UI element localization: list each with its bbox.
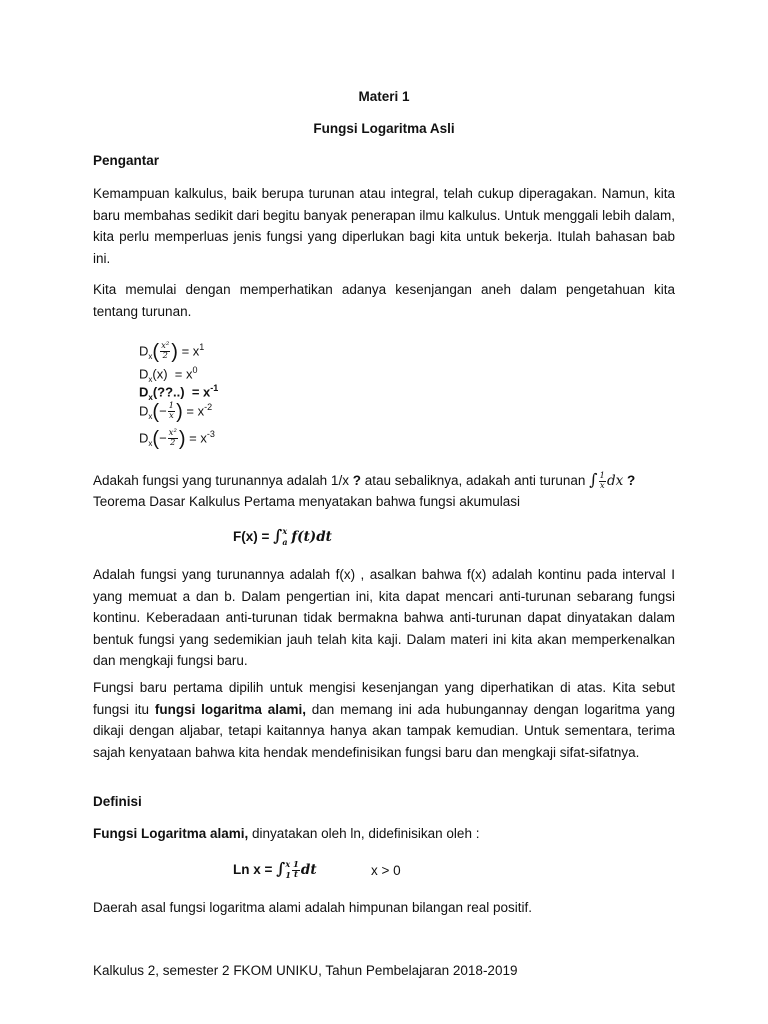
derivative-row: $D_x(-$ $\frac{1}{x}$ ) = $x^{-2}$ xyxy=(139,400,213,423)
page-title: Materi 1 xyxy=(358,89,410,104)
paragraph-intro: Kemampuan kalkulus, baik berupa turunan atau integral, telah cukup diperagakan. Namun, kita baru membahas sedikit dari begitu banyak penerapan ilmu kalkulus. Untuk menggali lebih dalam, kita perlu memperluas jenis fungsi yang diperlukan bagi kita untuk bekerja. Itulah bahasan bab ini. xyxy=(93,186,675,266)
paragraph-question: Adakah fungsi yang turunannya adalah 1/x ? atau sebaliknya, adakah anti turunan ∫ $\frac{1}{x}$ dx ? xyxy=(93,470,636,491)
paragraph-gap: Kita memulai dengan memperhatikan adanya kesenjangan aneh dalam pengetahuan kita tentang turunan. xyxy=(93,282,675,319)
section-heading-pengantar: Pengantar xyxy=(93,153,160,168)
page-footer: Kalkulus 2, semester 2 FKOM UNIKU, Tahun Pembelajaran 2018-2019 xyxy=(93,963,518,978)
page-subtitle: Fungsi Logaritma Asli xyxy=(313,121,455,136)
formula-accumulation: F(x) = ∫ x a f(t)dt xyxy=(233,526,332,548)
derivative-row: $D_x(-$ $\frac{\text{x²}}{2}$ ) = $x^{-3}$ xyxy=(139,427,215,450)
section-heading-definisi: Definisi xyxy=(93,794,142,809)
derivative-row: $D_x$( $\frac{\text{x²}}{2}$ ) = $x^1$ xyxy=(139,340,205,363)
formula-ln-condition: x > 0 xyxy=(371,863,401,878)
paragraph-antiderivative: Adalah fungsi yang turunannya adalah f(x) , asalkan bahwa f(x) adalah kontinu pada interval I yang memuat a dan b. Dalam pengertian ini, kita dapat mencari anti-turunan sebarang fungsi kontinu. Keberadaan anti-turunan tidak bermakna bahwa anti-turunan dapat dinyatakan dalam bentuk fungsi yang sedemikian jauh telah kita kaji. Dalam materi ini kita akan memperkenalkan dan mengkaji fungsi baru. xyxy=(93,567,675,668)
paragraph-domain: Daerah asal fungsi logaritma alami adalah himpunan bilangan real positif. xyxy=(93,900,533,915)
paragraph-new-function: Fungsi baru pertama dipilih untuk mengisi kesenjangan yang diperhatikan di atas. Kita sebut fungsi itu fungsi logaritma alami, dan memang ini ada hubungannay dengan logaritma yang dikaji dengan aljabar, tetapi kaitannya hanya akan tampak kemudian. Untuk sementara, terima sajah kenyataan bahwa kita hendak mendefinisikan fungsi baru dan mengkaji sifat-sifatnya. xyxy=(93,680,675,760)
derivative-row: $D_x(x) = x^0$ xyxy=(139,365,198,384)
derivative-row-unknown: $D_x(??..) = x^{-1}$ xyxy=(139,383,219,402)
formula-ln: Ln x = ∫ x 1 $\frac{1}{t}$ dt xyxy=(233,859,317,881)
paragraph-definition: Fungsi Logaritma alami, dinyatakan oleh ln, didefinisikan oleh : xyxy=(93,826,480,841)
paragraph-theorem: Teorema Dasar Kalkulus Pertama menyatakan bahwa fungsi akumulasi xyxy=(93,494,520,509)
